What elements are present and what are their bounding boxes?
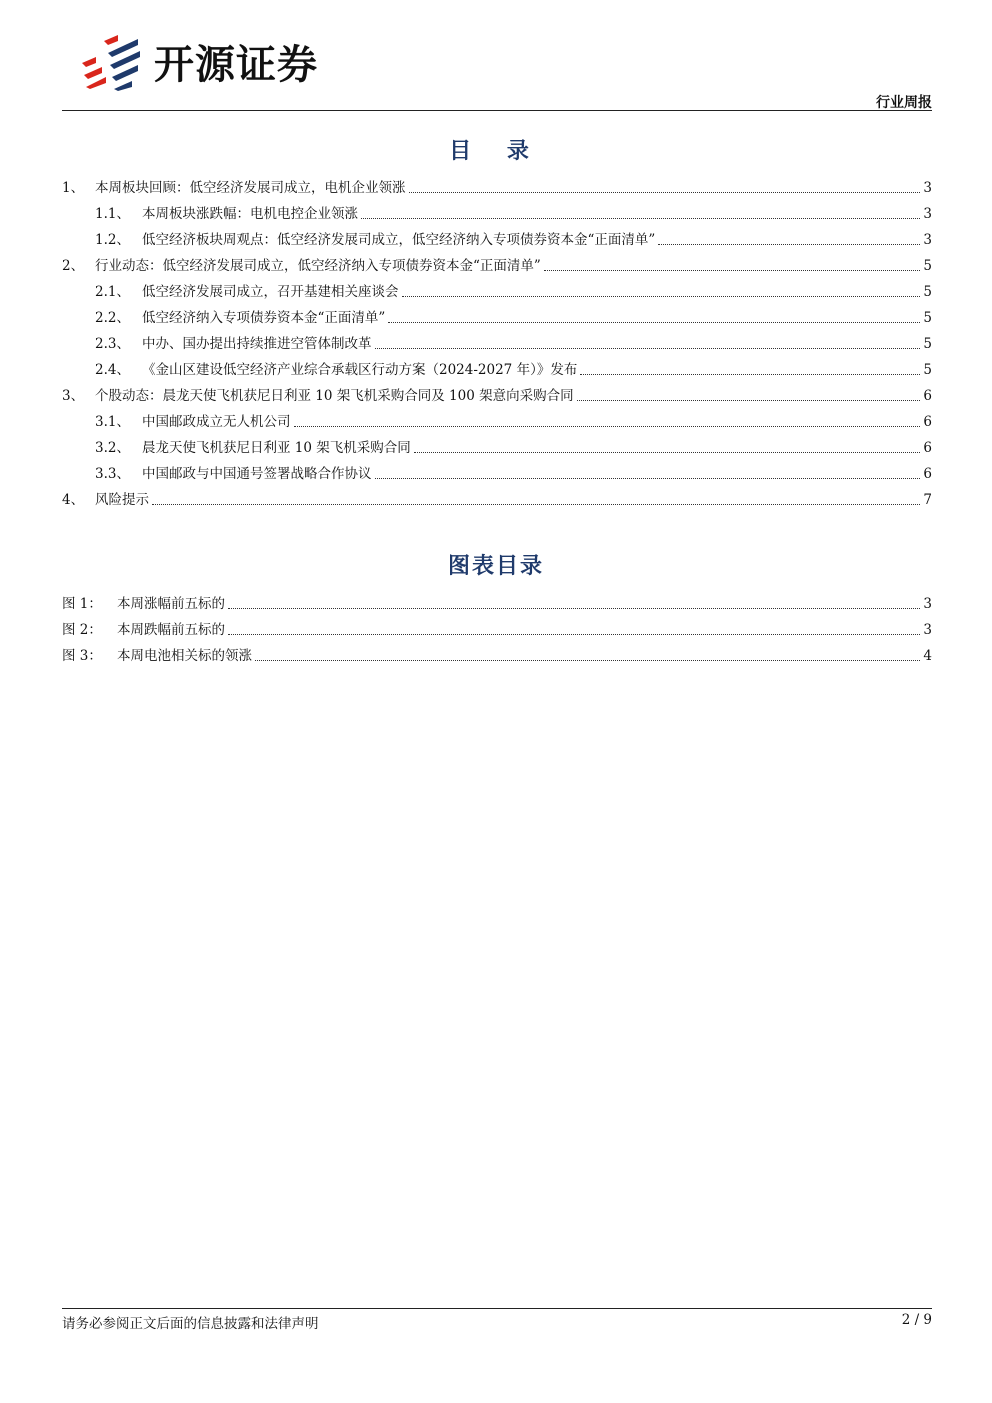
entry-number: 图 1：	[62, 596, 102, 612]
toc-entry[interactable]	[62, 487, 932, 509]
dot-leader	[580, 374, 920, 375]
entry-number: 2.1、	[95, 284, 130, 300]
toc-entry[interactable]	[62, 227, 932, 249]
entry-number: 2.4、	[95, 362, 130, 378]
entry-number: 1、	[62, 180, 85, 196]
toc-entry[interactable]	[62, 461, 932, 483]
entry-number: 图 2：	[62, 622, 102, 638]
dot-leader	[388, 322, 920, 323]
entry-title: 晨龙天使飞机获尼日利亚 10 架飞机采购合同	[142, 440, 411, 456]
footer-divider	[62, 1308, 932, 1309]
entry-title: 本周跌幅前五标的	[117, 622, 225, 638]
toc-entry[interactable]	[62, 357, 932, 379]
entry-title: 本周电池相关标的领涨	[117, 648, 252, 664]
entry-page: 3	[923, 622, 932, 638]
dot-leader	[228, 634, 920, 635]
dot-leader	[409, 192, 921, 193]
entry-title: 风险提示	[95, 492, 149, 508]
dot-leader	[577, 400, 921, 401]
entry-title: 中办、国办提出持续推进空管体制改革	[142, 336, 372, 352]
entry-number: 3.3、	[95, 466, 130, 482]
entry-page: 6	[923, 388, 932, 404]
entry-title: 本周涨幅前五标的	[117, 596, 225, 612]
toc-entry[interactable]	[62, 383, 932, 405]
page-indicator: 2 / 9	[901, 1312, 932, 1328]
entry-title: 本周板块涨跌幅：电机电控企业领涨	[142, 206, 358, 222]
brand-logo-icon	[78, 31, 144, 91]
dot-leader	[658, 244, 920, 245]
dot-leader	[375, 478, 921, 479]
entry-title: 低空经济纳入专项债券资本金“正面清单”	[142, 310, 386, 326]
entry-page: 4	[923, 648, 932, 664]
dot-leader	[152, 504, 920, 505]
entry-page: 7	[923, 492, 932, 508]
entry-title: 个股动态：晨龙天使飞机获尼日利亚 10 架飞机采购合同及 100 架意向采购合同	[95, 388, 574, 404]
toc-entry[interactable]	[62, 331, 932, 353]
entry-title: 本周板块回顾：低空经济发展司成立，电机企业领涨	[95, 180, 406, 196]
entry-title: 行业动态：低空经济发展司成立，低空经济纳入专项债券资本金“正面清单”	[95, 258, 541, 274]
figure-entry[interactable]	[62, 591, 932, 613]
entry-page: 5	[923, 310, 932, 326]
figure-list-heading: 图表目录	[447, 554, 544, 579]
header-divider	[62, 110, 932, 111]
toc-heading: 目 录	[449, 139, 543, 164]
entry-page: 3	[923, 596, 932, 612]
entry-number: 2、	[62, 258, 85, 274]
dot-leader	[544, 270, 921, 271]
entry-page: 3	[923, 180, 932, 196]
toc-entry[interactable]	[62, 279, 932, 301]
toc-entry[interactable]	[62, 305, 932, 327]
dot-leader	[294, 426, 921, 427]
dot-leader	[361, 218, 920, 219]
entry-page: 5	[923, 336, 932, 352]
toc-entry[interactable]	[62, 253, 932, 275]
dot-leader	[414, 452, 921, 453]
brand-name: 开源证券	[154, 41, 318, 88]
page-header	[62, 28, 932, 112]
dot-leader	[228, 608, 920, 609]
entry-title: 低空经济板块周观点：低空经济发展司成立，低空经济纳入专项债券资本金“正面清单”	[142, 232, 656, 248]
entry-page: 3	[923, 206, 932, 222]
entry-title: 《金山区建设低空经济产业综合承载区行动方案（2024-2027 年）》发布	[142, 362, 578, 378]
entry-page: 3	[923, 232, 932, 248]
dot-leader	[375, 348, 921, 349]
dot-leader	[255, 660, 920, 661]
entry-number: 1.2、	[95, 232, 130, 248]
entry-page: 5	[923, 362, 932, 378]
toc-entry[interactable]	[62, 409, 932, 431]
toc-entry[interactable]	[62, 175, 932, 197]
brand-logo	[78, 30, 378, 92]
entry-page: 6	[923, 414, 932, 430]
dot-leader	[402, 296, 921, 297]
entry-page: 5	[923, 284, 932, 300]
entry-title: 中国邮政与中国通号签署战略合作协议	[142, 466, 372, 482]
entry-page: 6	[923, 466, 932, 482]
entry-number: 2.2、	[95, 310, 130, 326]
entry-number: 3.1、	[95, 414, 130, 430]
figure-entry[interactable]	[62, 617, 932, 639]
figure-entry[interactable]	[62, 643, 932, 665]
toc-entry[interactable]	[62, 201, 932, 223]
entry-number: 2.3、	[95, 336, 130, 352]
entry-title: 中国邮政成立无人机公司	[142, 414, 291, 430]
entry-page: 6	[923, 440, 932, 456]
entry-number: 图 3：	[62, 648, 102, 664]
report-type-tag: 行业周报	[876, 95, 932, 111]
entry-title: 低空经济发展司成立，召开基建相关座谈会	[142, 284, 399, 300]
footer-disclaimer: 请务必参阅正文后面的信息披露和法律声明	[62, 1316, 319, 1332]
entry-number: 3、	[62, 388, 85, 404]
entry-number: 3.2、	[95, 440, 130, 456]
entry-number: 1.1、	[95, 206, 130, 222]
toc-entry[interactable]	[62, 435, 932, 457]
entry-page: 5	[923, 258, 932, 274]
entry-number: 4、	[62, 492, 85, 508]
